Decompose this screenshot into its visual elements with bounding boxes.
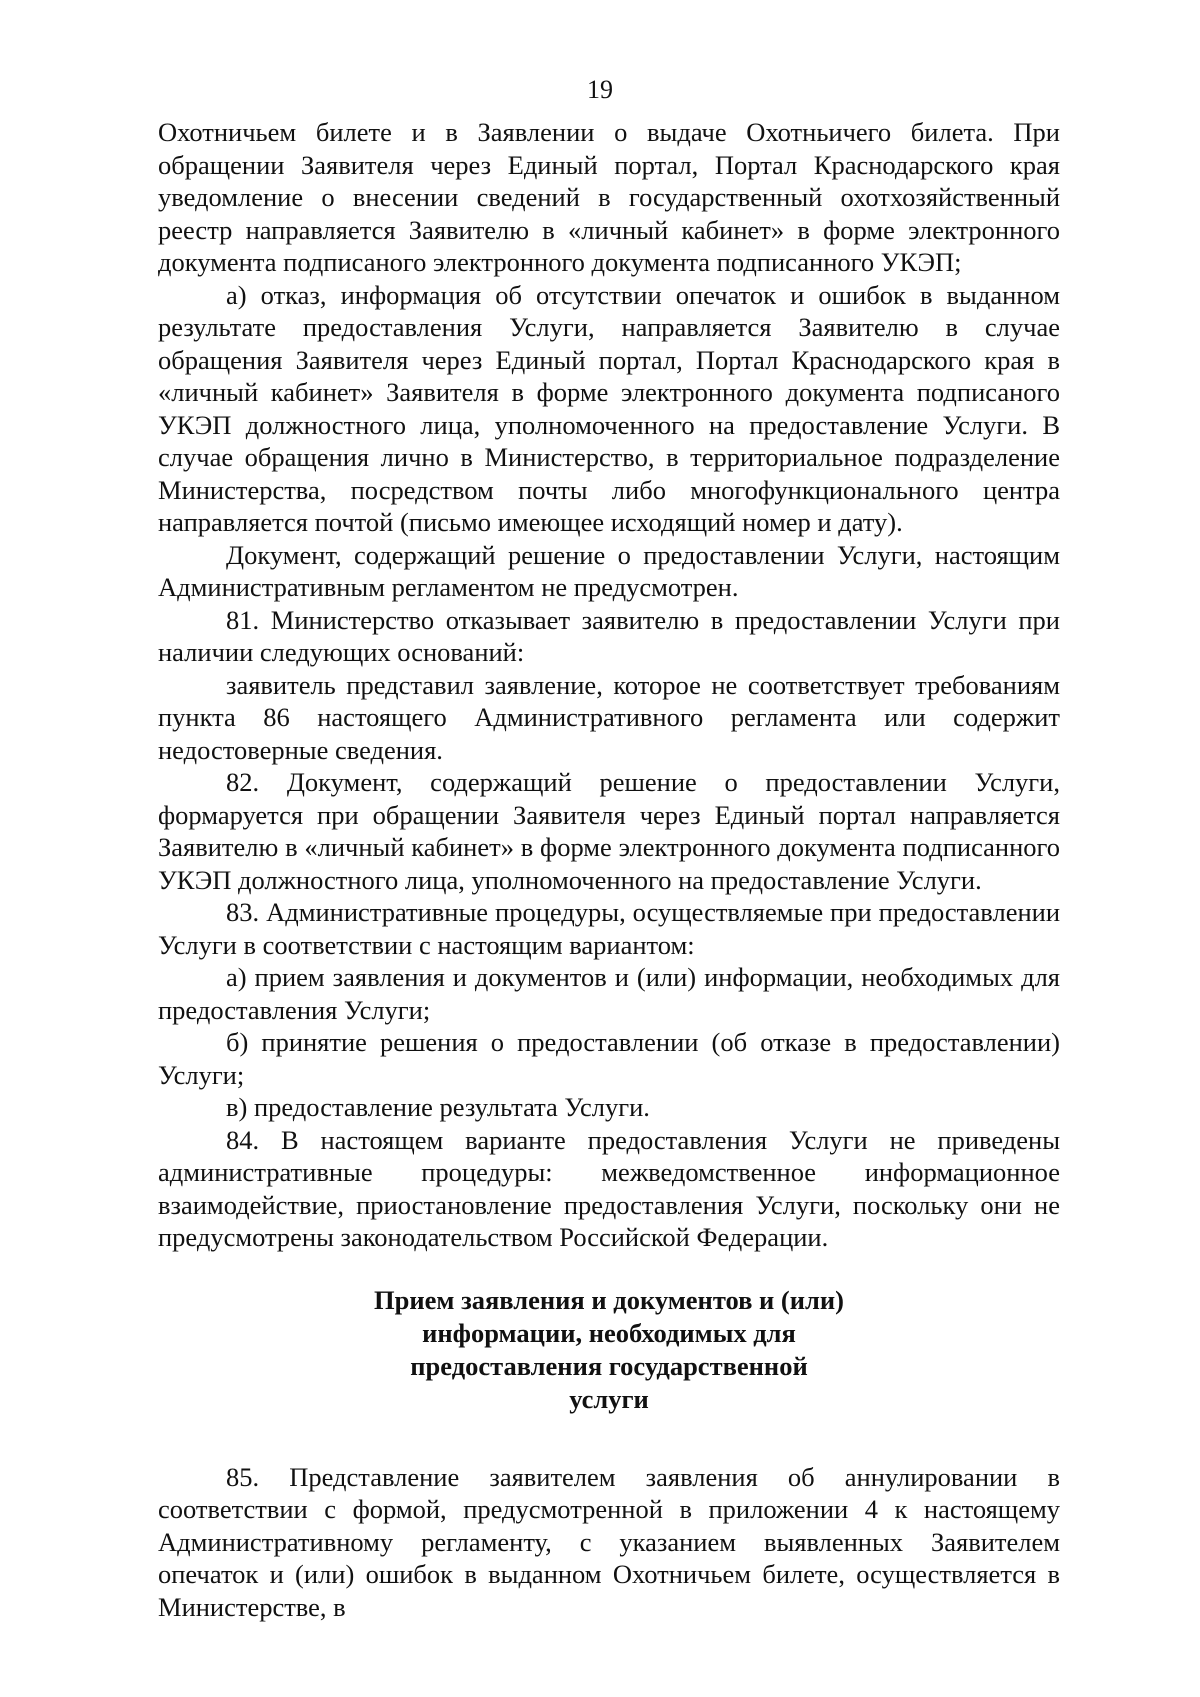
paragraph-84: 84. В настоящем варианте предоставления Услуги не приведены административные процедуры: межведомственное информационное взаимодействие, приостановление предоставления Услуги, поскольку они не предусмотрены законодательством Российской Федерации. xyxy=(158,1124,1060,1252)
paragraph-continuation: Охотничьем билете и в Заявлении о выдаче Охотньичего билета. При обращении Заявителя через Единый портал, Портал Краснодарского края уведомление о внесении сведений в государственный охотхозяйственный реестр направляется Заявителю в «личный кабинет» в форме электронного документа подписаного электронного документа подписанного УКЭП; xyxy=(158,117,1060,277)
paragraph-81: 81. Министерство отказывает заявителю в предоставлении Услуги при наличии следующих оснований: xyxy=(158,604,1060,667)
page-number: 19 xyxy=(587,75,613,104)
paragraph-document-decision: Документ, содержащий решение о предоставлении Услуги, настоящим Административным регламентом не предусмотрен. xyxy=(158,539,1060,602)
paragraph-85: 85. Представление заявителем заявления об аннулировании в соответствии с формой, предусмотренной в приложении 4 к настоящему Административному регламенту, с указанием выявленных Заявителем опечаток и (или) ошибок в выданном Охотничьем билете, осуществляется в Министерстве, в xyxy=(158,1461,1060,1622)
paragraph-81-ground: заявитель представил заявление, которое не соответствует требованиям пункта 86 настоящего Административного регламента или содержит недостоверные сведения. xyxy=(158,669,1060,765)
document-body xyxy=(158,116,1060,1623)
section-heading-line: информации, необходимых для xyxy=(422,1317,796,1348)
paragraph-83-item-b: б) принятие решения о предоставлении (об отказе в предоставлении) Услуги; xyxy=(158,1027,1060,1090)
section-heading-line: предоставления государственной xyxy=(410,1350,808,1381)
paragraph-83-item-a: а) прием заявления и документов и (или) информации, необходимых для предоставления Услуги; xyxy=(158,962,1060,1025)
paragraph-82: 82. Документ, содержащий решение о предоставлении Услуги, формаруется при обращении Заявителя через Единый портал направляется Заявителю в «личный кабинет» в форме электронного документа подписанного УКЭП должностного лица, уполномоченного на предоставление Услуги. xyxy=(158,767,1060,895)
section-heading-line: услуги xyxy=(569,1383,649,1414)
section-heading xyxy=(299,1284,919,1416)
paragraph-83-item-v: в) предоставление результата Услуги. xyxy=(226,1092,650,1122)
paragraph-item-a-refusal: а) отказ, информация об отсутствии опечаток и ошибок в выданном результате предоставления Услуги, направляется Заявителю в случае обращения Заявителя через Единый портал, Портал Краснодарского края в «личный кабинет» Заявителя в форме электронного документа подписаного УКЭП должностного лица, уполномоченного на предоставление Услуги. В случае обращения лично в Министерство, в территориальное подразделение Министерства, посредством почты либо многофункционального центра направляется почтой (письмо имеющее исходящий номер и дату). xyxy=(158,279,1060,537)
section-heading-line: Прием заявления и документов и (или) xyxy=(374,1284,844,1315)
spacer xyxy=(158,1416,1060,1461)
paragraph-83: 83. Административные процедуры, осуществляемые при предоставлении Услуги в соответствии с настоящим вариантом: xyxy=(158,897,1060,960)
